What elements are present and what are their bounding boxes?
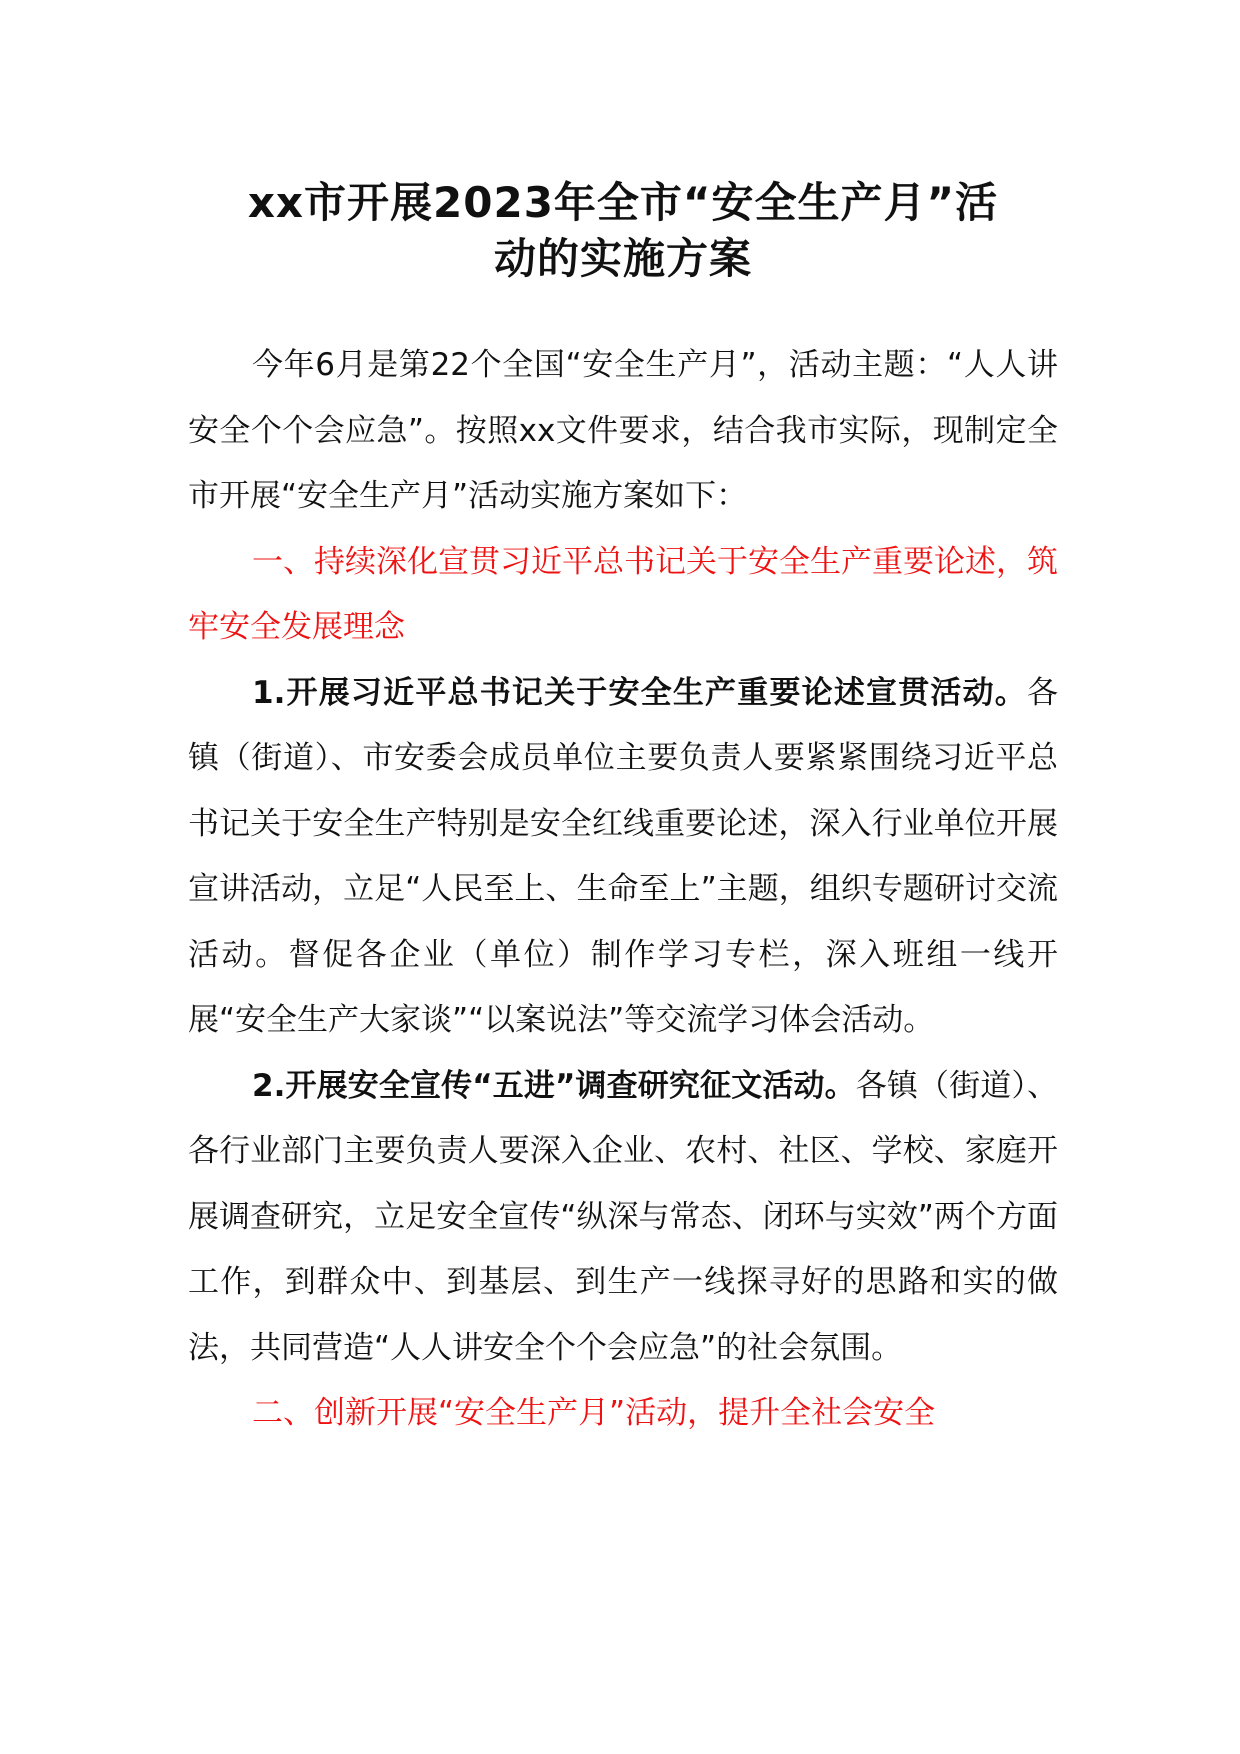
item-1-lead: 1.开展习近平总书记关于安全生产重要论述宣贯活动。 <box>252 674 1027 711</box>
intro-paragraph: 今年6月是第22个全国“安全生产月”，活动主题：“人人讲安全个个会应急”。按照xx文件要求，结合我市实际，现制定全市开展“安全生产月”活动实施方案如下： <box>188 347 1058 514</box>
item-2-body: 各镇（街道）、各行业部门主要负责人要深入企业、农村、社区、学校、家庭开展调查研究，立足安全宣传“纵深与常态、闭环与实效”两个方面工作，到群众中、到基层、到生产一线探寻好的思路和实的做法，共同营造“人人讲安全个个会应急”的社会氛围。 <box>188 1067 1059 1366</box>
section-1-item-2 <box>188 1054 1058 1382</box>
document-page <box>188 175 1058 1447</box>
section-1-heading: 一、持续深化宣贯习近平总书记关于安全生产重要论述，筑牢安全发展理念 <box>188 543 1058 645</box>
item-2-lead: 2.开展安全宣传“五进”调查研究征文活动。 <box>252 1067 856 1104</box>
title-line-1: xx市开展2023年全市“安全生产月”活 <box>247 178 999 227</box>
document-title <box>188 175 1058 287</box>
section-1-item-1 <box>188 661 1058 1054</box>
section-2-heading: 二、创新开展“安全生产月”活动，提升全社会安全 <box>252 1395 936 1431</box>
title-line-2: 动的实施方案 <box>493 234 752 283</box>
item-1-body: 各镇（街道）、市安委会成员单位主要负责人要紧紧围绕习近平总书记关于安全生产特别是安全红线重要论述，深入行业单位开展宣讲活动，立足“人民至上、生命至上”主题，组织专题研讨交流活动。督促各企业（单位）制作学习专栏，深入班组一线开展“安全生产大家谈”“以案说法”等交流学习体会活动。 <box>188 674 1058 1038</box>
